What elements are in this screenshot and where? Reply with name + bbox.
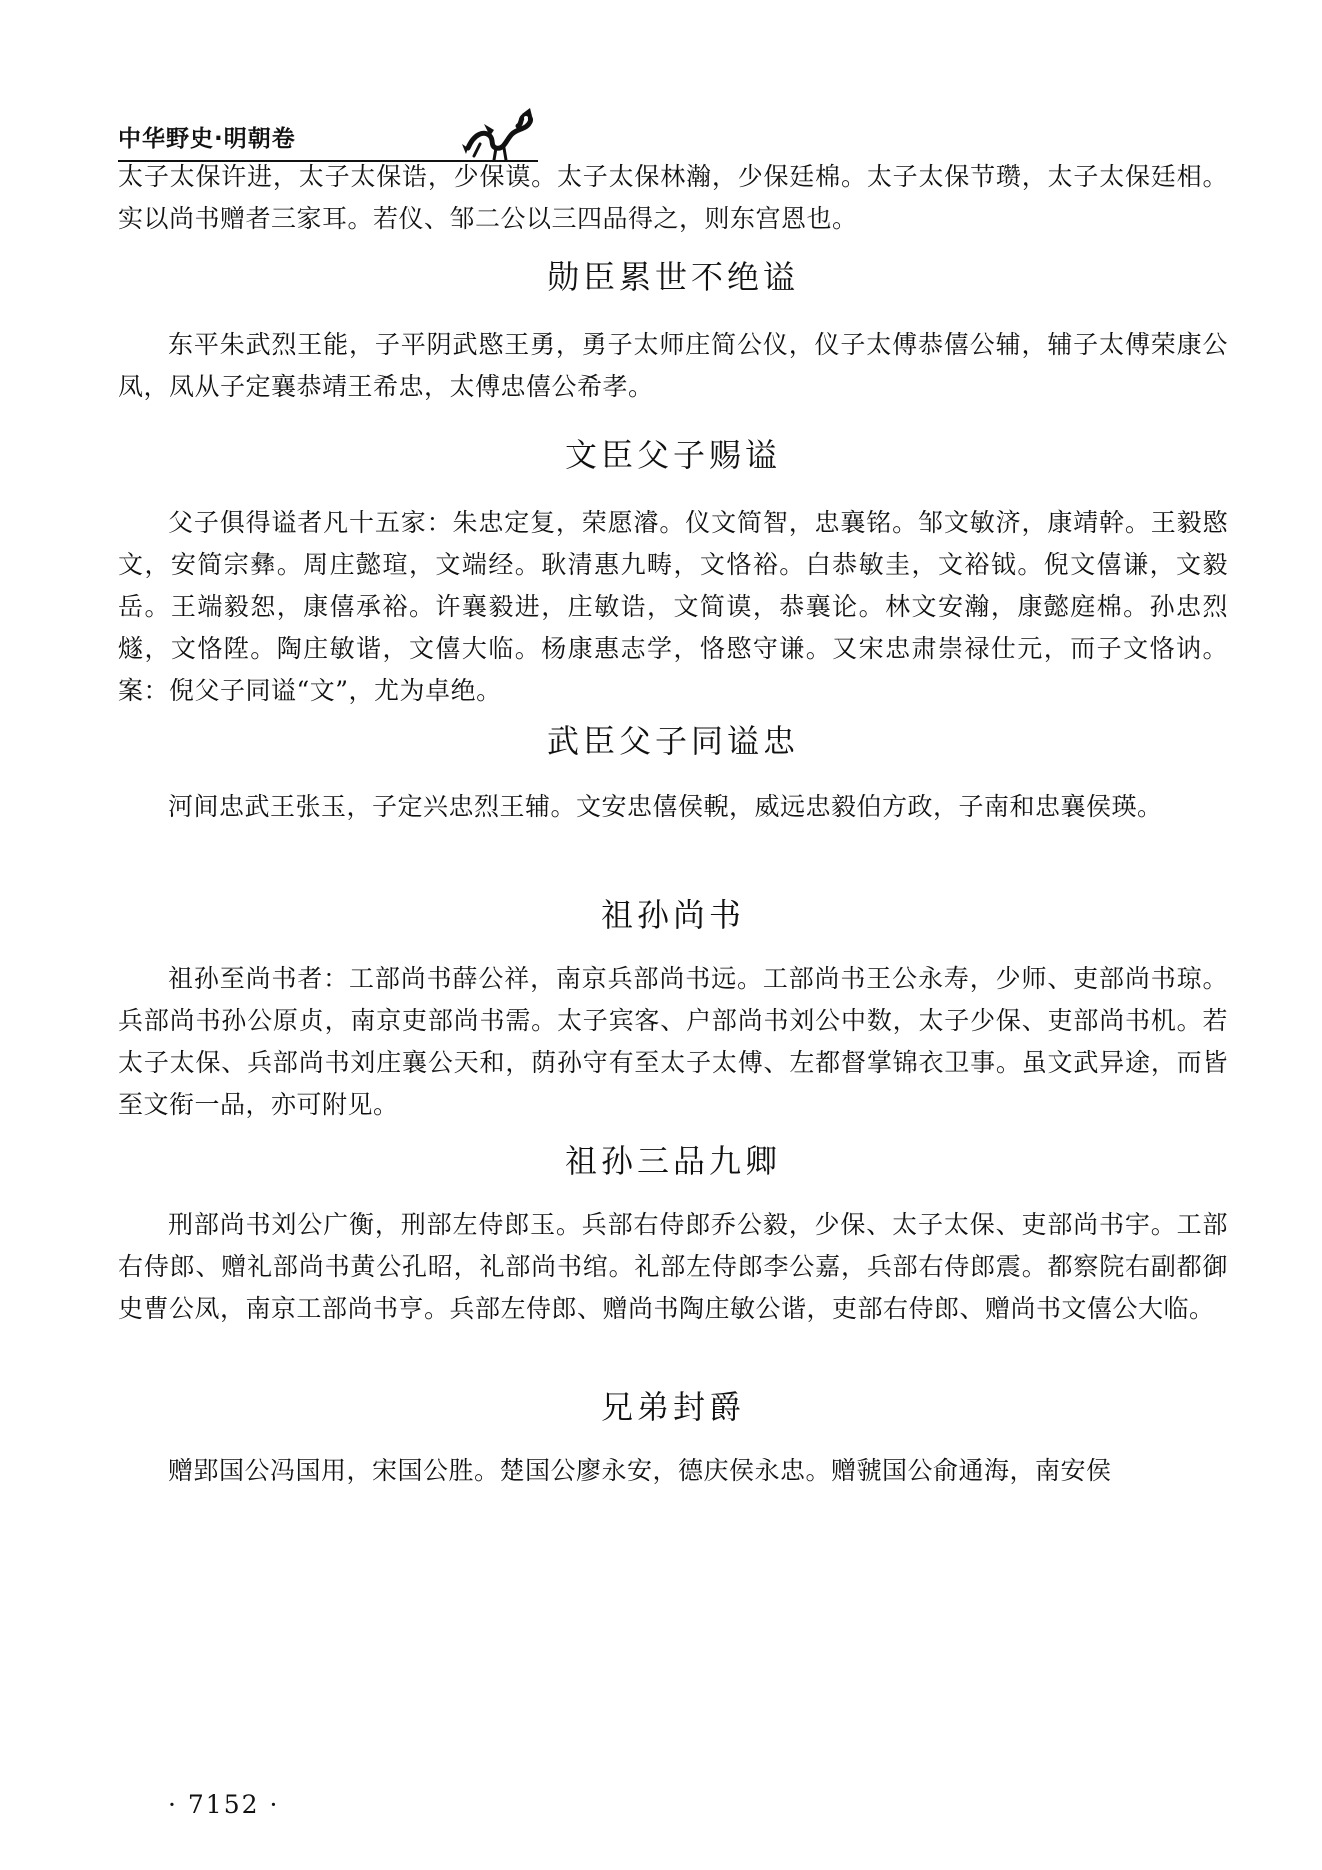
book-title: 中华野史·明朝卷 <box>118 126 296 152</box>
paragraph: 河间忠武王张玉，子定兴忠烈王辅。文安忠僖侯輗，威远忠毅伯方政，子南和忠襄侯瑛。 <box>168 792 1163 821</box>
section-heading: 祖孙尚书 <box>600 896 745 934</box>
paragraph: 父子俱得谥者凡十五家：朱忠定复，荣愿濬。仪文简智，忠襄铭。邹文敏济，康靖幹。王毅愍文，安简宗彝。周庄懿瑄，文端经。耿清惠九畴，文恪裕。白恭敏圭，文裕钺。倪文僖谦，文毅岳。王端毅恕，康僖承裕。许襄毅进，庄敏诰，文简谟，恭襄论。林文安瀚，康懿庭棉。孙忠烈燧，文恪陞。陶庄敏谐，文僖大临。杨康惠志学，恪愍守谦。又宋忠肃崇禄仕元，而子文恪讷。案：倪父子同谥“文”，尤为卓绝。 <box>118 508 1228 705</box>
section-body <box>118 1450 1228 1492</box>
section-body <box>118 786 1228 828</box>
section-body <box>118 502 1228 712</box>
paragraph: 祖孙至尚书者：工部尚书薛公祥，南京兵部尚书远。工部尚书王公永寿，少师、吏部尚书琼。兵部尚书孙公原贞，南京吏部尚书需。太子宾客、户部尚书刘公中数，太子少保、吏部尚书机。若太子太保、兵部尚书刘庄襄公天和，荫孙守有至太子太傅、左都督掌锦衣卫事。虽文武异途，而皆至文衔一品，亦可附见。 <box>118 964 1228 1119</box>
dragon-icon <box>460 104 540 164</box>
section-body <box>118 958 1228 1126</box>
section-heading: 兄弟封爵 <box>600 1388 745 1426</box>
section-heading: 文臣父子赐谥 <box>564 436 781 474</box>
paragraph: 赠郢国公冯国用，宋国公胜。楚国公廖永安，德庆侯永忠。赠虢国公俞通海，南安侯 <box>168 1456 1112 1485</box>
section-heading: 祖孙三品九卿 <box>564 1142 781 1180</box>
section-body <box>118 1204 1228 1330</box>
section-heading: 武臣父子同谥忠 <box>546 722 799 760</box>
paragraph: 刑部尚书刘公广衡，刑部左侍郎玉。兵部右侍郎乔公毅，少保、太子太保、吏部尚书宇。工部右侍郎、赠礼部尚书黄公孔昭，礼部尚书绾。礼部左侍郎李公嘉，兵部右侍郎震。都察院右副都御史曹公凤，南京工部尚书亨。兵部左侍郎、赠尚书陶庄敏公谐，吏部右侍郎、赠尚书文僖公大临。 <box>118 1210 1228 1323</box>
section-heading: 勋臣累世不绝谥 <box>546 258 799 296</box>
paragraph: 太子太保许进，太子太保诰，少保谟。太子太保林瀚，少保廷棉。太子太保节瓒，太子太保廷相。实以尚书赠者三家耳。若仪、邹二公以三四品得之，则东宫恩也。 <box>118 162 1228 233</box>
section-continuation <box>118 156 1228 240</box>
page-number: · 7152 · <box>168 1790 280 1819</box>
section-body <box>118 324 1228 408</box>
paragraph: 东平朱武烈王能，子平阴武愍王勇，勇子太师庄简公仪，仪子太傅恭僖公辅，辅子太傅荣康公凤，凤从子定襄恭靖王希忠，太傅忠僖公希孝。 <box>118 330 1228 401</box>
